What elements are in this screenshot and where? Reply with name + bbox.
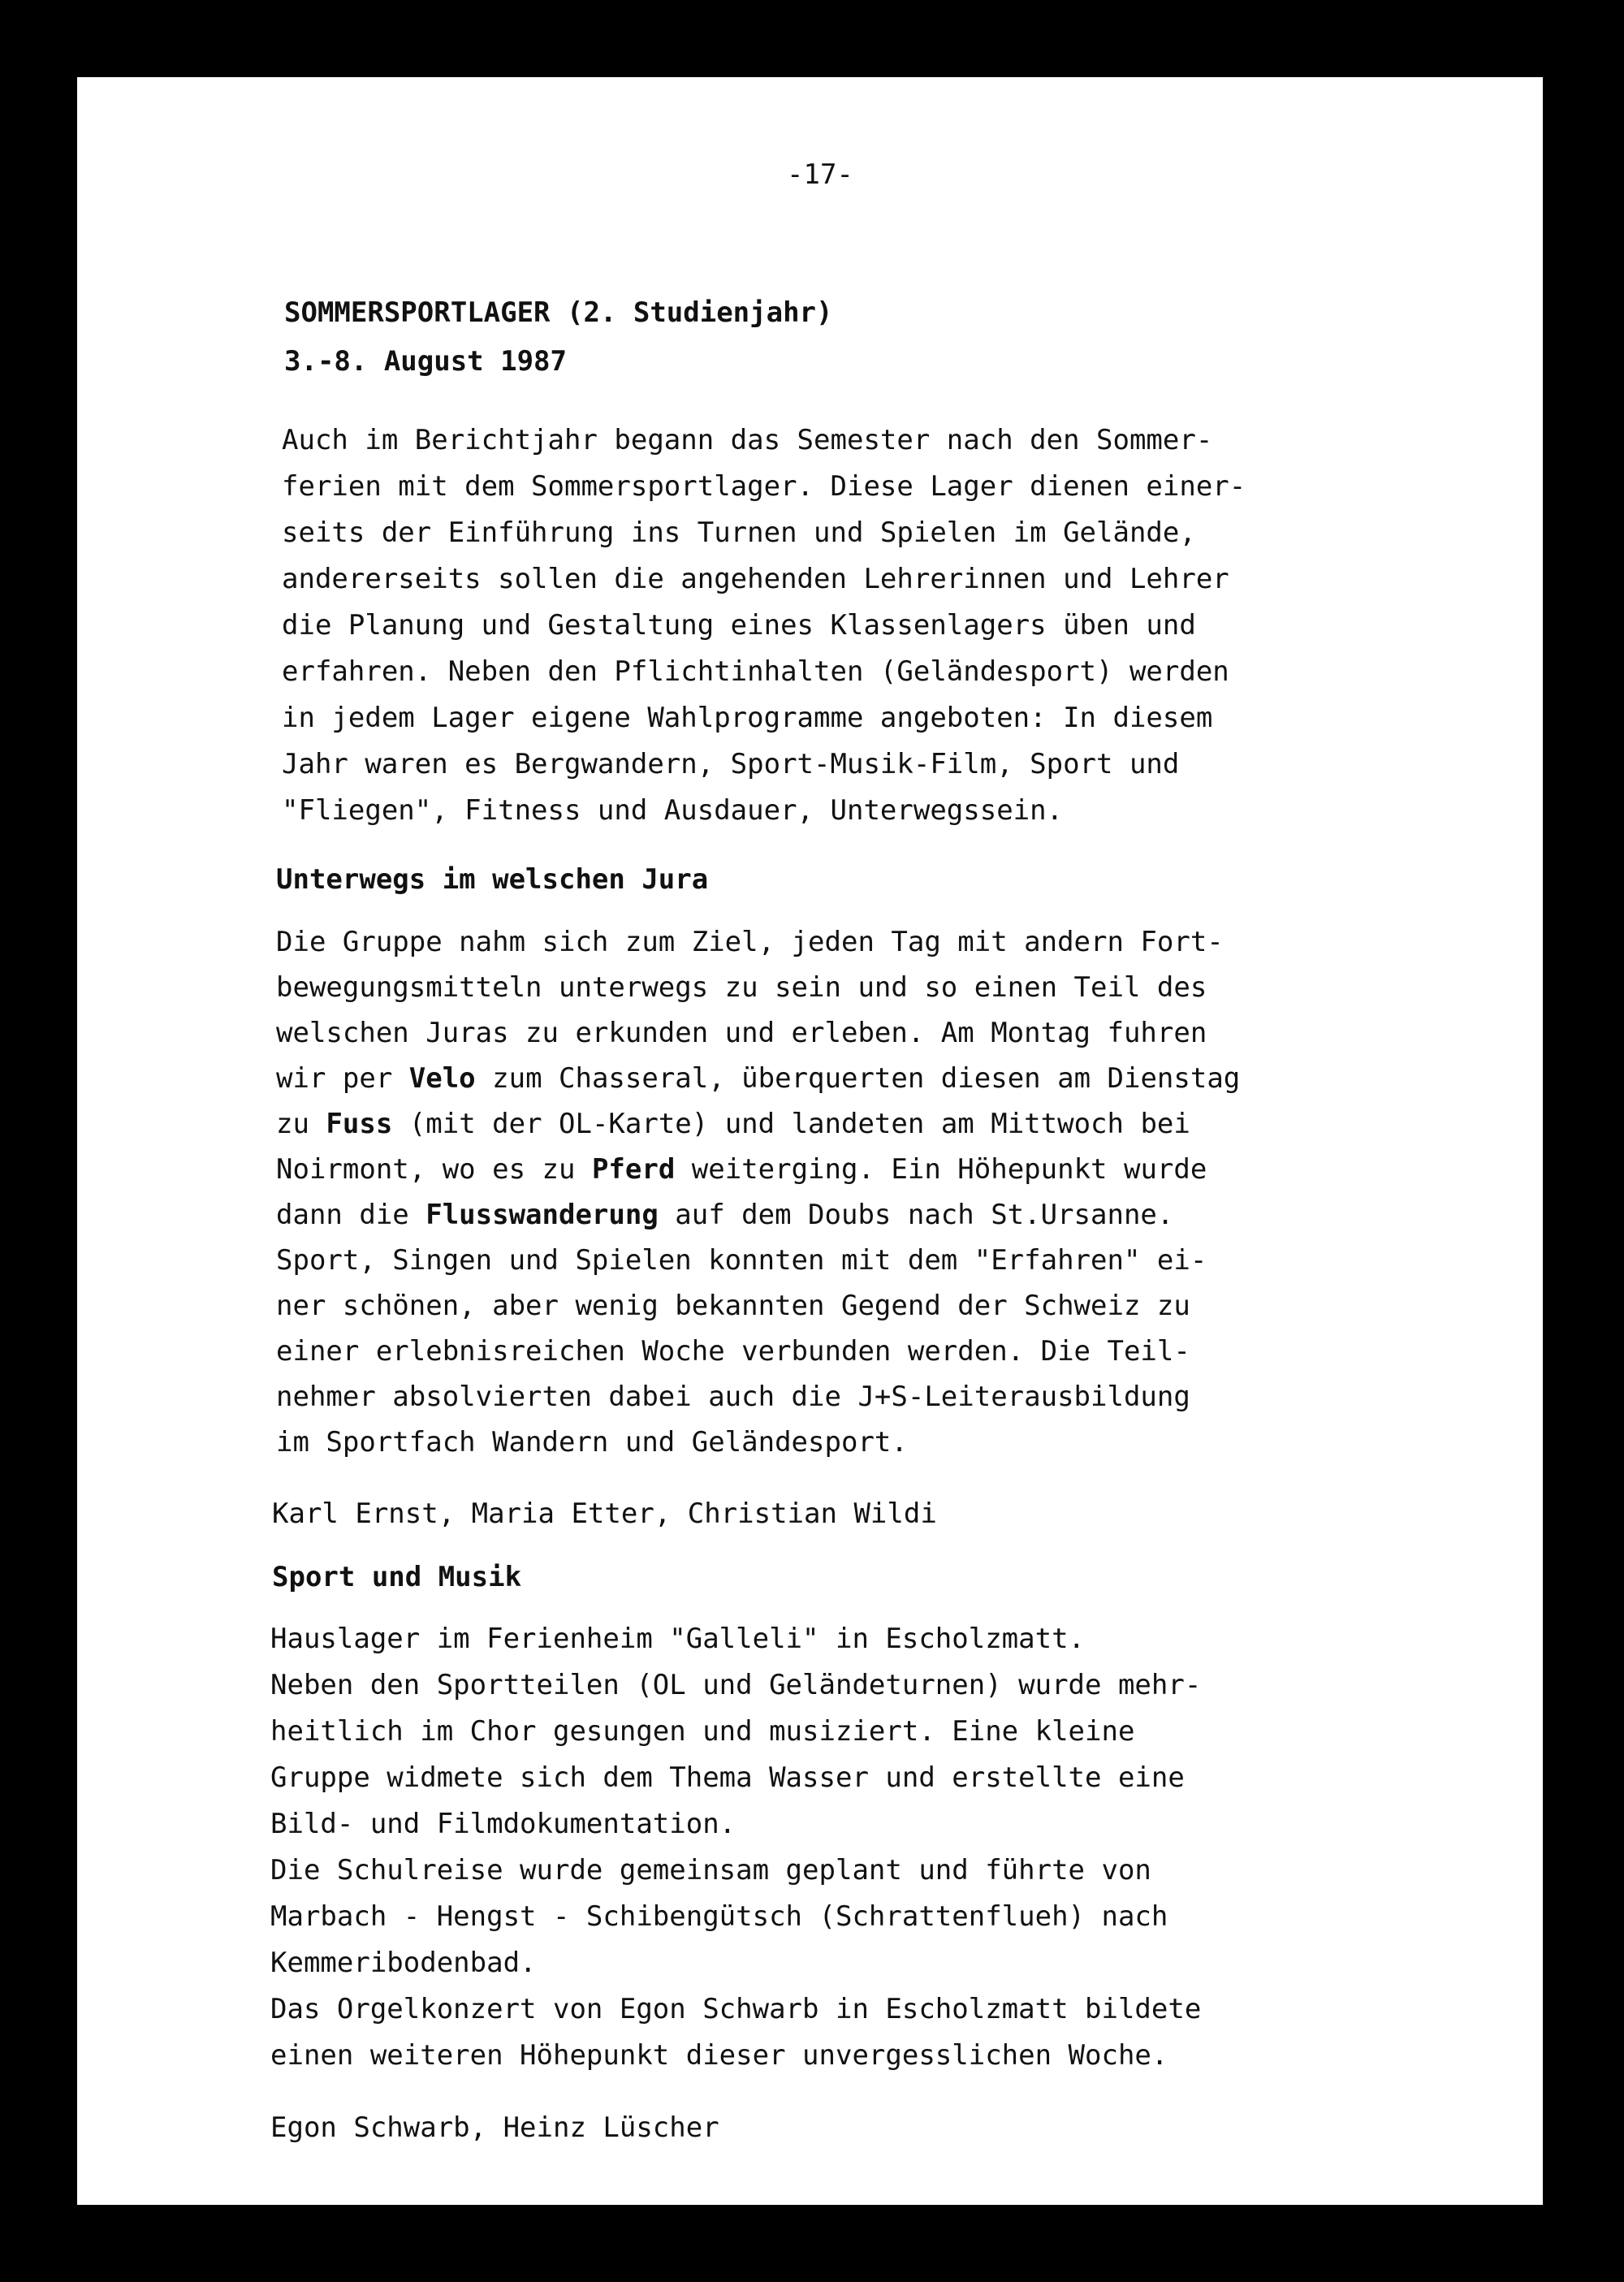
section1-line: bewegungsmitteln unterwegs zu sein und so einen Teil des: [276, 971, 1207, 1004]
section2-authors: Egon Schwarb, Heinz Lüscher: [270, 2111, 719, 2144]
section1-line: Noirmont, wo es zu Pferd weiterging. Ein Höhepunkt wurde: [276, 1153, 1207, 1186]
document-page: [77, 77, 1543, 2205]
section2-line: Bild- und Filmdokumentation.: [270, 1808, 736, 1840]
section2-line: Das Orgelkonzert von Egon Schwarb in Escholzmatt bildete: [270, 1993, 1202, 2025]
keyword-fuss: Fuss: [326, 1108, 393, 1140]
section1-authors: Karl Ernst, Maria Etter, Christian Wildi: [272, 1498, 937, 1530]
section2-line: heitlich im Chor gesungen und musiziert. Eine kleine: [270, 1715, 1135, 1748]
section1-line: im Sportfach Wandern und Geländesport.: [276, 1426, 908, 1459]
section2-line: einen weiteren Höhepunkt dieser unvergesslichen Woche.: [270, 2039, 1168, 2072]
keyword-velo: Velo: [408, 1062, 476, 1095]
section1-line: einer erlebnisreichen Woche verbunden werden. Die Teil-: [276, 1335, 1190, 1368]
section1-line: ner schönen, aber wenig bekannten Gegend der Schweiz zu: [276, 1290, 1190, 1322]
intro-line: Jahr waren es Bergwandern, Sport-Musik-Film, Sport und: [282, 748, 1180, 780]
document-date: 3.-8. August 1987: [284, 345, 567, 378]
document-title: SOMMERSPORTLAGER (2. Studienjahr): [284, 296, 833, 329]
section1-line: dann die Flusswanderung auf dem Doubs nach St.Ursanne.: [276, 1199, 1174, 1231]
keyword-pferd: Pferd: [591, 1153, 676, 1186]
section2-line: Gruppe widmete sich dem Thema Wasser und erstellte eine: [270, 1761, 1185, 1794]
section1-line: zu Fuss (mit der OL-Karte) und landeten am Mittwoch bei: [276, 1108, 1190, 1140]
intro-line: erfahren. Neben den Pflichtinhalten (Geländesport) werden: [282, 655, 1229, 688]
section2-line: Die Schulreise wurde gemeinsam geplant und führte von: [270, 1854, 1151, 1887]
keyword-flusswanderung: Flusswanderung: [425, 1199, 659, 1231]
intro-line: andererseits sollen die angehenden Lehrerinnen und Lehrer: [282, 563, 1229, 595]
intro-line: die Planung und Gestaltung eines Klassenlagers üben und: [282, 609, 1196, 642]
section1-line: nehmer absolvierten dabei auch die J+S-Leiterausbildung: [276, 1381, 1190, 1413]
section-heading-jura: Unterwegs im welschen Jura: [276, 863, 709, 896]
intro-line: in jedem Lager eigene Wahlprogramme angeboten: In diesem: [282, 702, 1213, 734]
intro-line: Auch im Berichtjahr begann das Semester nach den Sommer-: [282, 424, 1213, 456]
section1-line: Sport, Singen und Spielen konnten mit dem "Erfahren" ei-: [276, 1244, 1207, 1277]
section2-line: Kemmeribodenbad.: [270, 1947, 537, 1979]
section2-line: Neben den Sportteilen (OL und Geländeturnen) wurde mehr-: [270, 1669, 1202, 1701]
section2-line: Marbach - Hengst - Schibengütsch (Schrattenflueh) nach: [270, 1900, 1168, 1933]
section-heading-musik: Sport und Musik: [272, 1561, 522, 1593]
section2-line: Hauslager im Ferienheim "Galleli" in Escholzmatt.: [270, 1623, 1086, 1655]
intro-line: ferien mit dem Sommersportlager. Diese Lager dienen einer-: [282, 470, 1246, 503]
section1-line: wir per Velo zum Chasseral, überquerten diesen am Dienstag: [276, 1062, 1241, 1095]
section1-line: Die Gruppe nahm sich zum Ziel, jeden Tag mit andern Fort-: [276, 926, 1224, 958]
page-number: -17-: [787, 158, 853, 191]
intro-line: "Fliegen", Fitness und Ausdauer, Unterwegssein.: [282, 794, 1064, 827]
intro-line: seits der Einführung ins Turnen und Spielen im Gelände,: [282, 516, 1196, 549]
section1-line: welschen Juras zu erkunden und erleben. Am Montag fuhren: [276, 1017, 1207, 1049]
